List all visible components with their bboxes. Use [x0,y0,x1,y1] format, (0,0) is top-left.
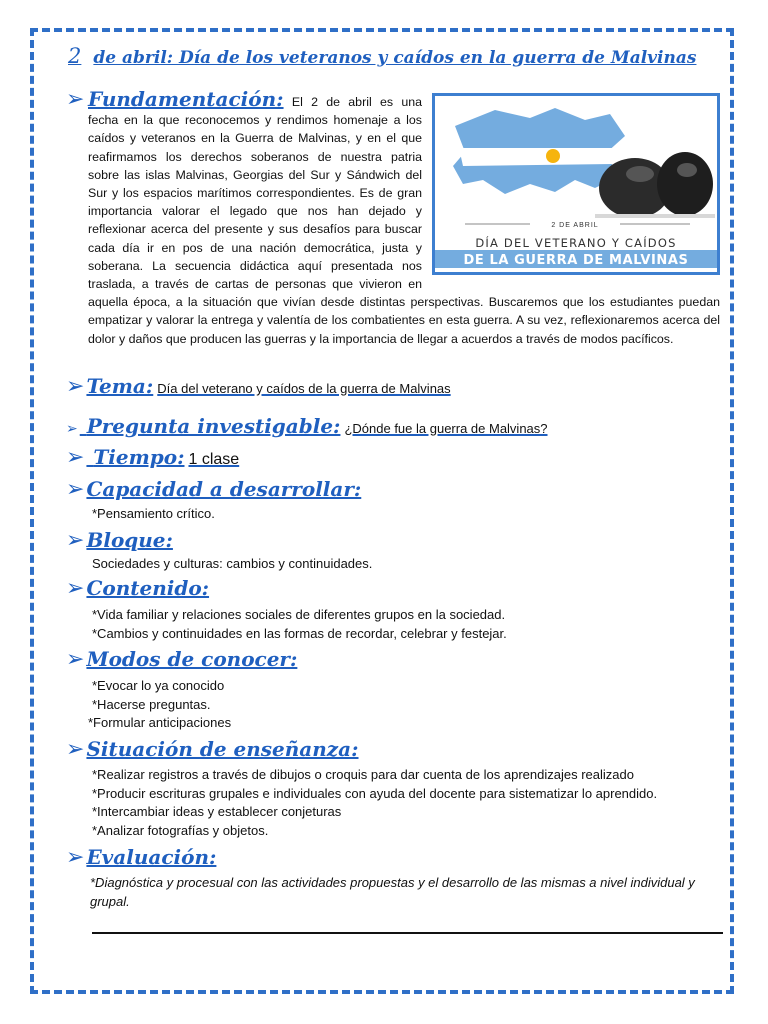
list-item: *Pensamiento crítico. [92,506,215,521]
list-item: *Vida familiar y relaciones sociales de diferentes grupos en la sociedad. [92,607,506,622]
evaluacion-text: *Diagnóstica y procesual con las actividades propuestas y el desarrollo de las mismas a nivel individual y grupal. [90,875,695,909]
list-item: *Intercambiar ideas y establecer conjeturas [92,804,342,819]
malvinas-photo [432,93,720,275]
title-number: 2 [68,44,82,68]
situacion-list [92,766,657,840]
list-item: Sociedades y culturas: cambios y continuidades. [92,556,373,571]
tiempo-heading: Tiempo: [93,445,185,469]
fundamentacion-section [88,87,720,348]
arrow-bullet-icon: ➢ [66,737,85,762]
capacidad-row [66,477,361,502]
list-item: *Hacerse preguntas. [92,696,211,712]
arrow-bullet-icon: ➢ [66,576,85,601]
bottom-rule [92,932,723,934]
tema-heading: Tema: [86,374,154,398]
arrow-bullet-icon: ➢ [66,421,78,437]
bloque-list [92,555,372,574]
list-item: *Formular anticipaciones [88,715,232,730]
contenido-heading: Contenido: [86,576,210,600]
photo-date: 2 DE ABRIL [551,222,599,229]
malvinas-illustration [435,96,717,272]
modos-row [66,647,297,672]
tema-value: Día del veterano y caídos de la guerra de Malvinas [157,381,451,396]
list-item: *Evocar lo ya conocido [92,678,225,693]
evaluacion-row [66,845,216,870]
arrow-bullet-icon: ➢ [66,477,85,502]
bloque-heading: Bloque: [86,528,173,552]
contenido-list [92,606,507,643]
capacidad-list [92,505,215,524]
pregunta-heading: Pregunta investigable: [86,414,341,438]
list-item: *Cambios y continuidades en las formas de recordar, celebrar y festejar. [92,625,507,641]
pregunta-value: ¿Dónde fue la guerra de Malvinas? [344,421,548,436]
fundamentacion-arrow [66,87,86,112]
contenido-row [66,576,209,601]
capacidad-heading: Capacidad a desarrollar: [86,477,362,501]
fundamentacion-heading: Fundamentación: [88,87,284,111]
arrow-bullet-icon: ➢ [66,445,85,470]
modos-heading: Modos de conocer: [86,647,298,671]
list-item: *Realizar registros a través de dibujos o croquis para dar cuenta de los aprendizajes realizado [92,767,634,782]
fundamentacion-text: El 2 de abril es una fecha en la que reconocemos y rendimos homenaje a los caídos y veteranos en la Guerra de Malvinas, y en el que reafirmamos los derechos soberanos de nuestra patria sobre las islas Malvinas, Georgias del Sur y Sándwich del Sur y los espacios marítimos correspondientes. Es de gran importancia valorar el legado que nos han dejado y reflexionar acerca del presente y sus desafíos para buscar cada día ir en pos de una nación democrática, justa y soberana. La secuencia didáctica aquí presentada nos traslada, a través de cartas de personas que vivieron en aquella época, a la situación que vivían desde distintas perspectivas. Buscaremos que los estudiantes puedan empatizar y valorar la entrega y valentía de los combatientes en esta guerra. A su vez, reflexionaremos acerca del dolor y daños que producen las guerras y la importancia de llegar a acuerdos a través de modos pacíficos. [88,95,720,346]
tiempo-row [66,445,239,470]
page-title [68,44,708,68]
arrow-bullet-icon: ➢ [66,528,85,553]
tiempo-value: 1 clase [188,451,240,468]
list-item: *Producir escrituras grupales e individuales con ayuda del docente para sistematizar lo aprendido. [92,785,658,801]
modos-list [88,677,232,733]
situacion-row [66,737,359,762]
arrow-bullet-icon: ➢ [66,647,85,672]
pregunta-row [66,414,548,438]
tema-row [66,374,451,399]
arrow-bullet-icon: ➢ [66,845,85,870]
list-item: *Analizar fotografías y objetos. [92,822,269,838]
title-text: de abril: Día de los veteranos y caídos en la guerra de Malvinas [93,48,697,68]
evaluacion-heading: Evaluación: [86,845,217,869]
arrow-bullet-icon: ➢ [66,374,85,399]
photo-line1: DÍA DEL VETERANO Y CAÍDOS [475,236,677,250]
arrow-bullet-icon: ➢ [66,87,85,112]
photo-line2: DE LA GUERRA DE MALVINAS [463,253,689,268]
situacion-heading: Situación de enseñanza: [86,737,359,761]
bloque-row [66,528,173,553]
